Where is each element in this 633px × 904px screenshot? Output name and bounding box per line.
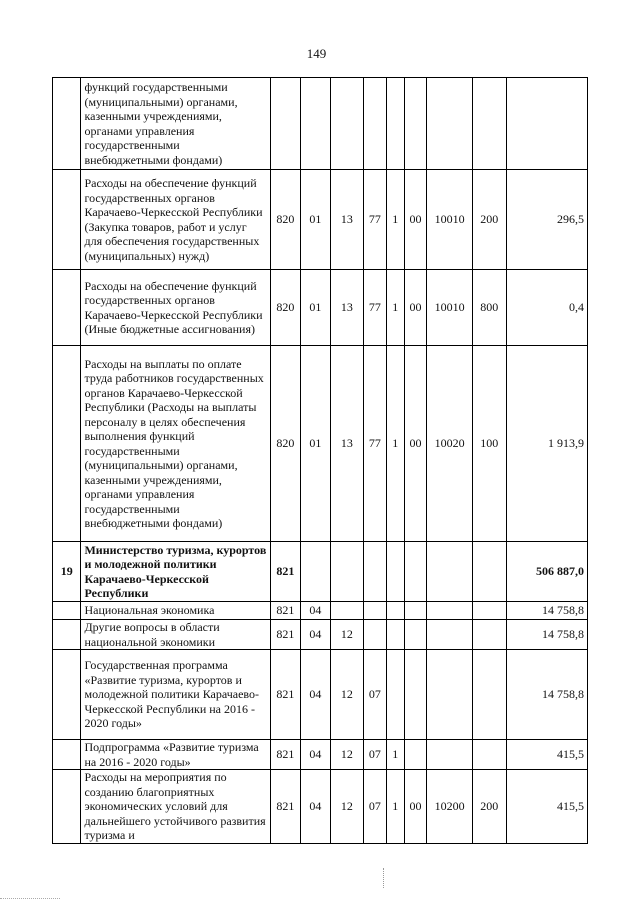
cell-rz: 01 — [301, 170, 330, 270]
cell-ved: 820 — [270, 346, 301, 542]
cell-cs2: 1 — [386, 770, 404, 844]
cell-cs1: 77 — [364, 270, 386, 346]
cell-cs2 — [386, 650, 404, 740]
table-row — [53, 78, 588, 170]
cell-ved: 821 — [270, 620, 301, 650]
cell-name: Государственная программа «Развитие туризма, курортов и молодежной политики Карачаево-Черкесской Республики на 2016 - 2020 годы» — [81, 650, 270, 740]
cell-name: Подпрограмма «Развитие туризма на 2016 - 2020 годы» — [81, 740, 270, 770]
cell-num — [53, 270, 81, 346]
cell-name: Расходы на мероприятия по созданию благоприятных экономических условий для дальнейшего устойчивого развития туризма и — [81, 770, 270, 844]
cell-cs2 — [386, 620, 404, 650]
cell-vr — [473, 78, 507, 170]
cell-cs3: 00 — [404, 170, 426, 270]
cell-cs2: 1 — [386, 740, 404, 770]
cell-cs4: 10020 — [427, 346, 473, 542]
cell-vr — [473, 650, 507, 740]
cell-pr — [330, 542, 364, 602]
cell-cs4 — [427, 542, 473, 602]
cell-cs4 — [427, 650, 473, 740]
scan-rule — [0, 898, 60, 899]
cell-cs4 — [427, 620, 473, 650]
cell-rz: 04 — [301, 650, 330, 740]
cell-ved: 821 — [270, 602, 301, 620]
cell-name: функций государственными (муниципальными) органами, казенными учреждениями, органами управления государственными внебюджетными фондами) — [81, 78, 270, 170]
cell-name: Национальная экономика — [81, 602, 270, 620]
cell-num — [53, 650, 81, 740]
cell-cs1 — [364, 620, 386, 650]
cell-ved: 821 — [270, 740, 301, 770]
cell-rz: 04 — [301, 740, 330, 770]
cell-vr — [473, 602, 507, 620]
table-row — [53, 346, 588, 542]
cell-amount: 1 913,9 — [506, 346, 587, 542]
cell-vr — [473, 740, 507, 770]
cell-cs2: 1 — [386, 270, 404, 346]
cell-amount — [506, 78, 587, 170]
cell-name: Расходы на обеспечение функций государственных органов Карачаево-Черкесской Республики (Иные бюджетные ассигнования) — [81, 270, 270, 346]
cell-amount: 14 758,8 — [506, 650, 587, 740]
cell-ved — [270, 78, 301, 170]
cell-cs4 — [427, 740, 473, 770]
cell-amount: 506 887,0 — [506, 542, 587, 602]
cell-pr: 13 — [330, 346, 364, 542]
cell-pr: 12 — [330, 620, 364, 650]
cell-cs2: 1 — [386, 346, 404, 542]
cell-cs4 — [427, 602, 473, 620]
cell-cs3 — [404, 602, 426, 620]
cell-pr: 12 — [330, 770, 364, 844]
cell-num: 19 — [53, 542, 81, 602]
cell-cs4: 10200 — [427, 770, 473, 844]
cell-ved: 820 — [270, 170, 301, 270]
cell-rz — [301, 78, 330, 170]
table-row — [53, 542, 588, 602]
page-number: 149 — [306, 46, 327, 61]
cell-pr: 12 — [330, 740, 364, 770]
table-row — [53, 650, 588, 740]
cell-cs1: 77 — [364, 170, 386, 270]
cell-pr — [330, 78, 364, 170]
cell-ved: 820 — [270, 270, 301, 346]
cell-cs3 — [404, 542, 426, 602]
cell-rz: 04 — [301, 770, 330, 844]
cell-pr: 12 — [330, 650, 364, 740]
cell-num — [53, 78, 81, 170]
cell-cs2 — [386, 542, 404, 602]
cell-cs1 — [364, 542, 386, 602]
cell-cs1: 07 — [364, 770, 386, 844]
cell-amount: 415,5 — [506, 740, 587, 770]
cell-cs1: 07 — [364, 650, 386, 740]
cell-ved: 821 — [270, 770, 301, 844]
cell-vr — [473, 620, 507, 650]
cell-cs2 — [386, 602, 404, 620]
table-row — [53, 602, 588, 620]
cell-amount: 14 758,8 — [506, 620, 587, 650]
cell-name: Расходы на выплаты по оплате труда работников государственных органов Карачаево-Черкесской Республики (Расходы на выплаты персоналу в целях обеспечения выполнения функций государственными (муниципальными) органами, казенными учреждениями, органами управления государственными внебюджетными фондами) — [81, 346, 270, 542]
cell-cs3 — [404, 78, 426, 170]
cell-amount: 0,4 — [506, 270, 587, 346]
cell-pr: 13 — [330, 170, 364, 270]
table-row — [53, 770, 588, 844]
cell-rz: 01 — [301, 346, 330, 542]
cell-vr: 200 — [473, 170, 507, 270]
cell-cs4: 10010 — [427, 170, 473, 270]
cell-cs1 — [364, 602, 386, 620]
cell-cs1 — [364, 78, 386, 170]
cell-rz: 04 — [301, 602, 330, 620]
cell-rz: 04 — [301, 620, 330, 650]
cell-cs3: 00 — [404, 770, 426, 844]
cell-vr: 800 — [473, 270, 507, 346]
cell-cs4: 10010 — [427, 270, 473, 346]
cell-amount: 14 758,8 — [506, 602, 587, 620]
cell-vr: 200 — [473, 770, 507, 844]
cell-rz: 01 — [301, 270, 330, 346]
cell-num — [53, 740, 81, 770]
cell-num — [53, 620, 81, 650]
cell-cs1: 07 — [364, 740, 386, 770]
cell-cs2: 1 — [386, 170, 404, 270]
cell-cs1: 77 — [364, 346, 386, 542]
cell-ved: 821 — [270, 650, 301, 740]
cell-pr — [330, 602, 364, 620]
cell-num — [53, 346, 81, 542]
cell-cs2 — [386, 78, 404, 170]
cell-cs3 — [404, 650, 426, 740]
table-row — [53, 740, 588, 770]
table-row — [53, 170, 588, 270]
cell-ved: 821 — [270, 542, 301, 602]
cell-cs3 — [404, 620, 426, 650]
table-body — [53, 78, 588, 844]
cell-num — [53, 170, 81, 270]
cell-name: Другие вопросы в области национальной экономики — [81, 620, 270, 650]
cell-num — [53, 770, 81, 844]
cell-pr: 13 — [330, 270, 364, 346]
cell-cs3 — [404, 740, 426, 770]
cell-vr: 100 — [473, 346, 507, 542]
cell-cs3: 00 — [404, 346, 426, 542]
table-row — [53, 270, 588, 346]
cell-num — [53, 602, 81, 620]
table-row — [53, 620, 588, 650]
scan-mark — [383, 868, 385, 888]
cell-name: Министерство туризма, курортов и молодежной политики Карачаево-Черкесской Республики — [81, 542, 270, 602]
budget-table — [52, 77, 588, 844]
cell-cs4 — [427, 78, 473, 170]
cell-rz — [301, 542, 330, 602]
cell-vr — [473, 542, 507, 602]
cell-name: Расходы на обеспечение функций государственных органов Карачаево-Черкесской Республики (Закупка товаров, работ и услуг для обеспечения государственных (муниципальных) нужд) — [81, 170, 270, 270]
cell-amount: 296,5 — [506, 170, 587, 270]
cell-cs3: 00 — [404, 270, 426, 346]
cell-amount: 415,5 — [506, 770, 587, 844]
